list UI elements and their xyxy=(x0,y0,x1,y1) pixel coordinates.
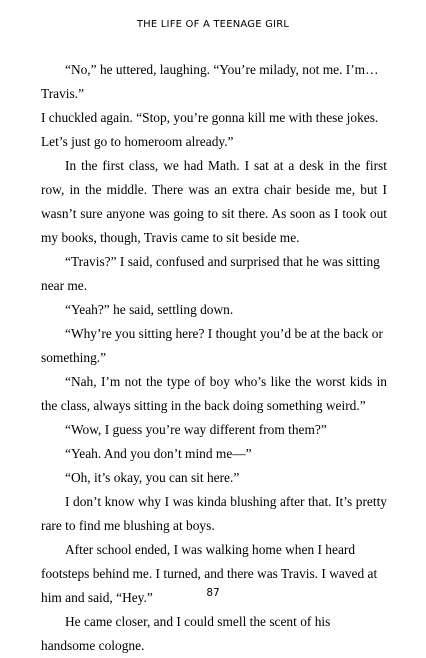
paragraph: “Oh, it’s okay, you can sit here.” xyxy=(65,470,240,485)
paragraph: “Wow, I guess you’re way different from them?” xyxy=(65,422,327,437)
paragraph: After school ended, I was walking home when I heard footsteps behind me. I turned, and there was Travis. I waved at him and said, “Hey.” xyxy=(41,542,378,605)
paragraph: I don’t know why I was kinda blushing after that. It’s pretty rare to find me blushing at boys. xyxy=(41,494,387,533)
paragraph: “Why’re you sitting here? I thought you’d be at the back or something.” xyxy=(41,326,383,365)
body-text xyxy=(41,58,387,658)
paragraph: In the first class, we had Math. I sat at a desk in the first row, in the middle. There was an extra chair beside me, but I wasn’t sure anyone was going to sit there. As soon as I took out my books, though, Travis came to sit beside me. xyxy=(41,158,387,245)
paragraph: “Travis?” I said, confused and surprised that he was sitting near me. xyxy=(41,254,380,293)
paragraph: He came closer, and I could smell the scent of his handsome cologne. xyxy=(41,614,331,653)
paragraph: I chuckled again. “Stop, you’re gonna kill me with these jokes. Let’s just go to homeroom already.” xyxy=(41,110,379,149)
paragraph: “No,” he uttered, laughing. “You’re milady, not me. I’m… Travis.” xyxy=(41,62,379,101)
paragraph: “Yeah?” he said, settling down. xyxy=(65,302,234,317)
page-number: 87 xyxy=(206,587,220,599)
paragraph: “Nah, I’m not the type of boy who’s like the worst kids in the class, always sitting in the back doing something weird.” xyxy=(41,374,387,413)
running-header: THE LIFE OF A TEENAGE GIRL xyxy=(136,19,290,30)
paragraph: “Yeah. And you don’t mind me—” xyxy=(65,446,252,461)
